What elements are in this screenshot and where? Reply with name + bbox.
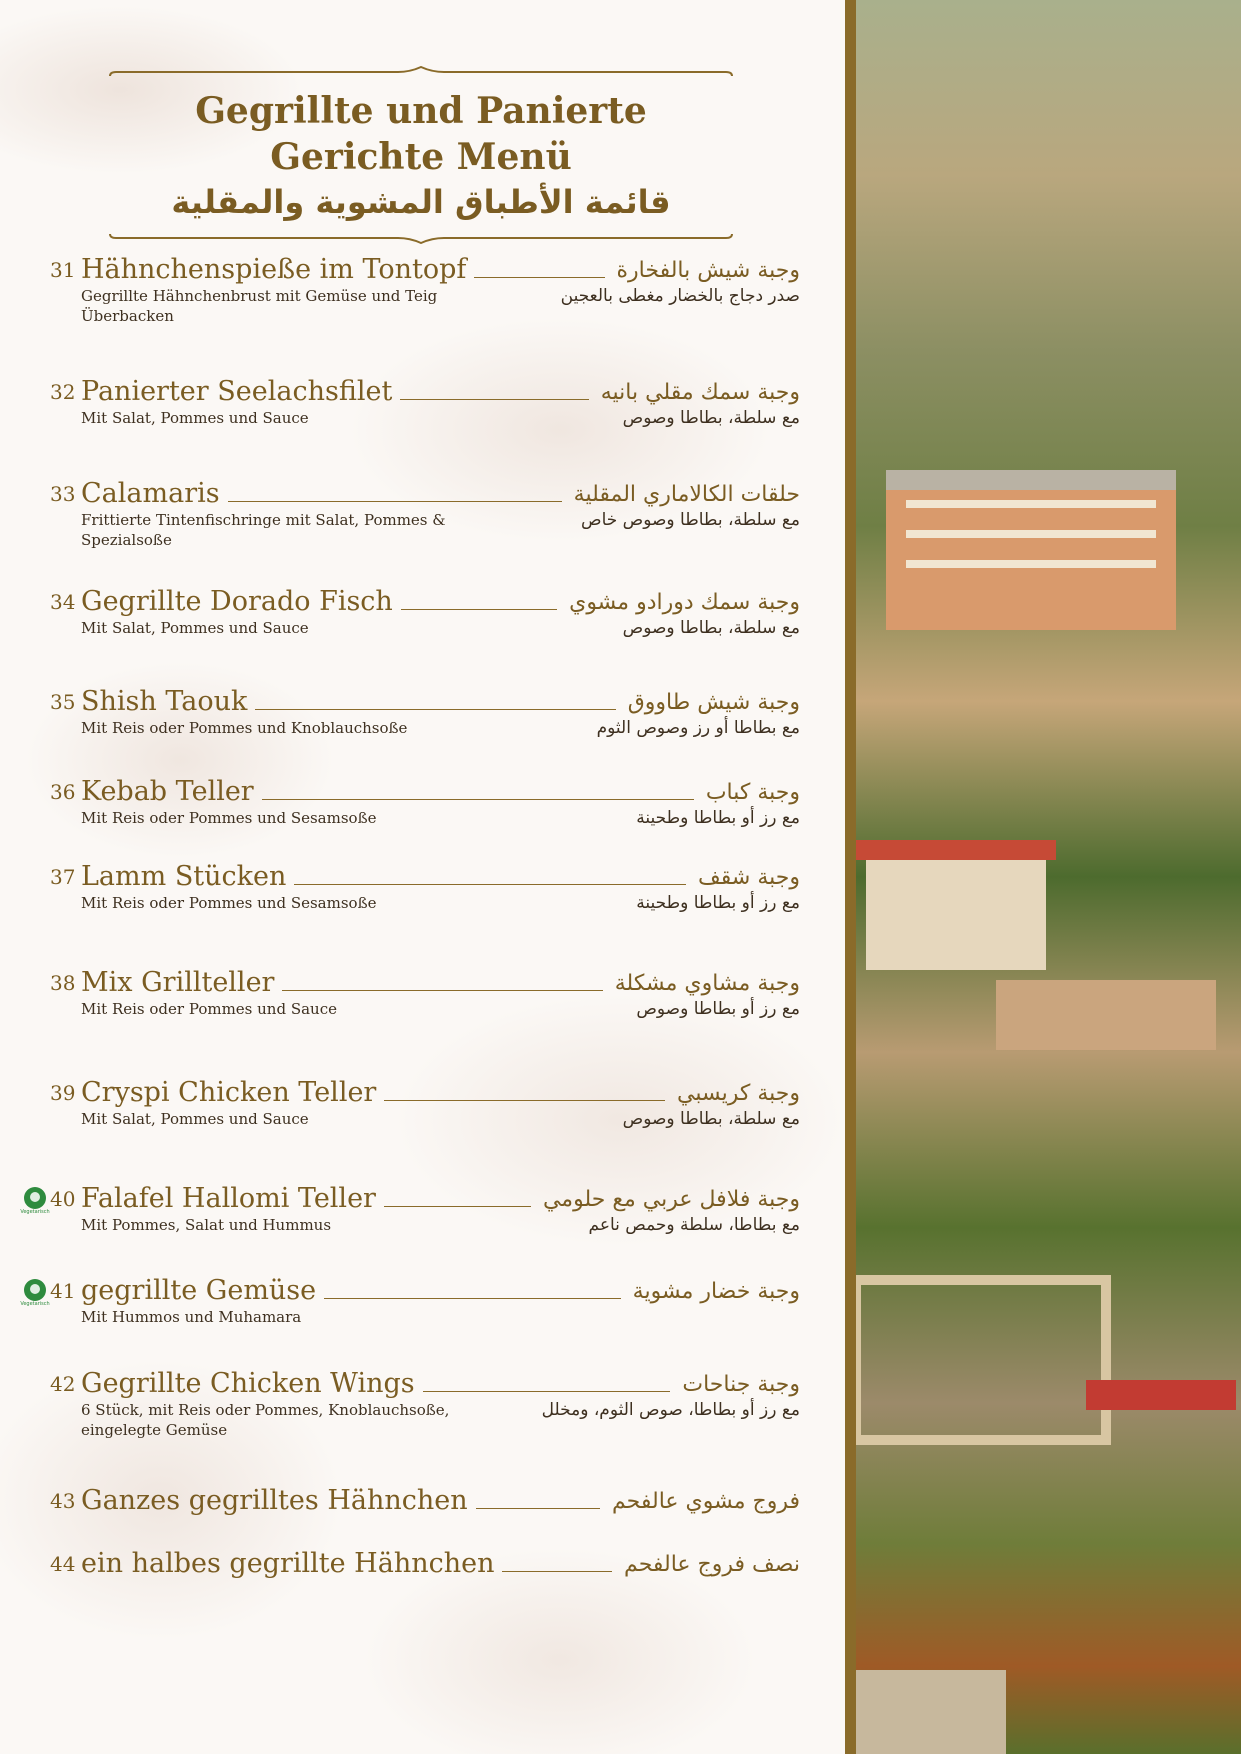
item-name-de: Gegrillte Chicken Wings bbox=[81, 1368, 415, 1399]
vegetarian-label: Vegetarisch bbox=[20, 1209, 50, 1215]
item-description-ar: مع رز أو بطاطا وصوص bbox=[636, 999, 800, 1019]
item-description-ar: صدر دجاج بالخضار مغطى بالعجين bbox=[560, 286, 800, 306]
hillside-town-photo bbox=[856, 0, 1241, 1754]
menu-item-row bbox=[20, 1075, 800, 1109]
menu-item-row bbox=[20, 1483, 800, 1517]
menu-item bbox=[20, 965, 800, 1019]
menu-item bbox=[20, 476, 800, 550]
item-name-de: Hähnchenspieße im Tontopf bbox=[81, 254, 467, 285]
icon-spacer bbox=[20, 588, 50, 618]
menu-item bbox=[20, 1366, 800, 1440]
item-description-row bbox=[81, 1109, 800, 1129]
item-description-ar: مع سلطة، بطاطا وصوص خاص bbox=[581, 510, 800, 530]
icon-spacer bbox=[20, 1487, 50, 1517]
menu-item-row bbox=[20, 965, 800, 999]
menu-item bbox=[20, 374, 800, 428]
leader-line bbox=[384, 1206, 531, 1207]
leader-line bbox=[384, 1100, 665, 1101]
menu-item bbox=[20, 684, 800, 738]
menu-item bbox=[20, 1273, 800, 1327]
leader-line bbox=[400, 399, 588, 400]
icon-spacer bbox=[20, 256, 50, 286]
menu-item-row bbox=[20, 476, 800, 510]
item-description-row bbox=[81, 718, 800, 738]
item-number: 39 bbox=[50, 1081, 76, 1105]
item-name-ar: وجبة كباب bbox=[705, 780, 800, 805]
item-description-de: Mit Hummos und Muhamara bbox=[81, 1308, 302, 1326]
icon-spacer bbox=[20, 688, 50, 718]
item-description-ar: مع سلطة، بطاطا وصوص bbox=[622, 1109, 800, 1129]
leader-line bbox=[502, 1571, 612, 1572]
page-title-ar: قائمة الأطباق المشوية والمقلية bbox=[171, 183, 671, 221]
page-title-de: Gegrillte und Panierte Gerichte Menü bbox=[195, 90, 647, 178]
icon-spacer bbox=[20, 1079, 50, 1109]
item-description-de: Mit Salat, Pommes und Sauce bbox=[81, 619, 309, 637]
item-description-ar: مع رز أو بطاطا وطحينة bbox=[636, 808, 800, 828]
leader-line bbox=[255, 709, 615, 710]
menu-item-row bbox=[20, 684, 800, 718]
menu-item-row bbox=[20, 584, 800, 618]
item-name-de: gegrillte Gemüse bbox=[81, 1275, 317, 1306]
item-name-ar: وجبة شيش طاووق bbox=[627, 690, 800, 715]
icon-spacer bbox=[20, 378, 50, 408]
item-description-row bbox=[81, 893, 800, 913]
item-description-row bbox=[81, 286, 800, 326]
item-number: 42 bbox=[50, 1372, 76, 1396]
item-name-de: Panierter Seelachsfilet bbox=[81, 376, 393, 407]
menu-item-row bbox=[20, 774, 800, 808]
item-name-ar: وجبة جناحات bbox=[682, 1372, 800, 1397]
item-description-de: Frittierte Tintenfischringe mit Salat, Pommes & Spezialsoße bbox=[81, 511, 446, 549]
item-number: 40 bbox=[50, 1187, 76, 1211]
menu-item bbox=[20, 1483, 800, 1517]
item-number: 36 bbox=[50, 780, 76, 804]
icon-spacer bbox=[20, 778, 50, 808]
item-description-de: 6 Stück, mit Reis oder Pommes, Knoblauchsoße, eingelegte Gemüse bbox=[81, 1401, 450, 1439]
menu-item-row bbox=[20, 1366, 800, 1400]
item-name-ar: وجبة خضار مشوية bbox=[632, 1279, 800, 1304]
item-number: 44 bbox=[50, 1552, 76, 1576]
menu-item-row bbox=[20, 1273, 800, 1307]
item-description-de: Mit Pommes, Salat und Hummus bbox=[81, 1216, 332, 1234]
item-number: 31 bbox=[50, 258, 76, 282]
item-description-row bbox=[81, 510, 800, 550]
item-name-de: Ganzes gegrilltes Hähnchen bbox=[81, 1485, 468, 1516]
divider-bar bbox=[845, 0, 856, 1754]
menu-item bbox=[20, 1075, 800, 1129]
item-name-de: Mix Grillteller bbox=[81, 967, 275, 998]
menu-item bbox=[20, 252, 800, 326]
menu-item bbox=[20, 1181, 800, 1235]
vegetarian-icon bbox=[20, 1185, 50, 1215]
item-name-ar: حلقات الكالاماري المقلية bbox=[573, 482, 800, 507]
leaf-icon bbox=[24, 1279, 46, 1301]
menu-item bbox=[20, 584, 800, 638]
item-name-de: Calamaris bbox=[81, 478, 220, 509]
icon-spacer bbox=[20, 969, 50, 999]
item-description-de: Mit Reis oder Pommes und Knoblauchsoße bbox=[81, 719, 408, 737]
leader-line bbox=[228, 501, 562, 502]
item-name-ar: وجبة مشاوي مشكلة bbox=[614, 971, 800, 996]
item-name-ar: نصف فروج عالفحم bbox=[624, 1552, 800, 1577]
item-description-ar: مع رز أو بطاطا وطحينة bbox=[636, 893, 800, 913]
item-number: 32 bbox=[50, 380, 76, 404]
item-description-row bbox=[81, 1400, 800, 1440]
item-description-row bbox=[81, 1215, 800, 1235]
item-name-de: Lamm Stücken bbox=[81, 861, 287, 892]
bottom-ornament bbox=[108, 230, 734, 244]
menu-item-row bbox=[20, 1546, 800, 1580]
item-description-row bbox=[81, 808, 800, 828]
item-number: 35 bbox=[50, 690, 76, 714]
item-name-de: ein halbes gegrillte Hähnchen bbox=[81, 1548, 495, 1579]
item-description-de: Mit Reis oder Pommes und Sauce bbox=[81, 1000, 337, 1018]
photo-illustration bbox=[856, 0, 1241, 1754]
item-number: 43 bbox=[50, 1489, 76, 1513]
menu-item bbox=[20, 774, 800, 828]
item-number: 34 bbox=[50, 590, 76, 614]
item-number: 33 bbox=[50, 482, 76, 506]
leader-line bbox=[282, 990, 602, 991]
leader-line bbox=[324, 1298, 621, 1299]
item-description-ar: مع بطاطا، سلطة وحمص ناعم bbox=[588, 1215, 800, 1235]
menu-item-row bbox=[20, 1181, 800, 1215]
icon-spacer bbox=[20, 1550, 50, 1580]
vegetarian-icon bbox=[20, 1277, 50, 1307]
item-name-ar: وجبة شقف bbox=[698, 865, 800, 890]
item-description-de: Mit Reis oder Pommes und Sesamsoße bbox=[81, 809, 377, 827]
item-name-de: Shish Taouk bbox=[81, 686, 248, 717]
icon-spacer bbox=[20, 1370, 50, 1400]
leaf-icon bbox=[24, 1187, 46, 1209]
menu-header bbox=[108, 66, 734, 244]
item-name-ar: وجبة كريسبي bbox=[677, 1081, 800, 1106]
item-name-ar: وجبة سمك مقلي بانيه bbox=[600, 380, 800, 405]
item-description-ar: مع رز أو بطاطا، صوص الثوم، ومخلل bbox=[541, 1400, 800, 1420]
menu-item-row bbox=[20, 859, 800, 893]
item-name-de: Gegrillte Dorado Fisch bbox=[81, 586, 393, 617]
menu-item-row bbox=[20, 374, 800, 408]
item-description-row bbox=[81, 618, 800, 638]
item-number: 37 bbox=[50, 865, 76, 889]
item-name-ar: وجبة سمك دورادو مشوي bbox=[569, 590, 800, 615]
item-description-ar: مع سلطة، بطاطا وصوص bbox=[622, 408, 800, 428]
item-number: 41 bbox=[50, 1279, 76, 1303]
item-description-ar: مع بطاطا أو رز وصوص الثوم bbox=[596, 718, 800, 738]
item-description-row bbox=[81, 408, 800, 428]
menu-item bbox=[20, 1546, 800, 1580]
leader-line bbox=[474, 277, 604, 278]
item-description-de: Mit Reis oder Pommes und Sesamsoße bbox=[81, 894, 377, 912]
item-description-de: Mit Salat, Pommes und Sauce bbox=[81, 409, 309, 427]
item-description-de: Gegrillte Hähnchenbrust mit Gemüse und Teig Überbacken bbox=[81, 287, 438, 325]
item-description-row bbox=[81, 1307, 800, 1327]
menu-item-row bbox=[20, 252, 800, 286]
item-name-ar: وجبة شيش بالفخارة bbox=[616, 258, 800, 283]
item-name-de: Falafel Hallomi Teller bbox=[81, 1183, 376, 1214]
menu-item bbox=[20, 859, 800, 913]
vegetarian-label: Vegetarisch bbox=[20, 1301, 50, 1307]
leader-line bbox=[401, 609, 557, 610]
icon-spacer bbox=[20, 480, 50, 510]
item-number: 38 bbox=[50, 971, 76, 995]
top-ornament bbox=[108, 66, 734, 80]
item-description-row bbox=[81, 999, 800, 1019]
item-name-ar: وجبة فلافل عربي مع حلومي bbox=[542, 1187, 800, 1212]
leader-line bbox=[476, 1508, 600, 1509]
leader-line bbox=[423, 1391, 671, 1392]
leader-line bbox=[262, 799, 694, 800]
item-name-de: Cryspi Chicken Teller bbox=[81, 1077, 377, 1108]
item-name-de: Kebab Teller bbox=[81, 776, 254, 807]
item-description-de: Mit Salat, Pommes und Sauce bbox=[81, 1110, 309, 1128]
icon-spacer bbox=[20, 863, 50, 893]
leader-line bbox=[294, 884, 686, 885]
item-description-ar: مع سلطة، بطاطا وصوص bbox=[622, 618, 800, 638]
item-name-ar: فروج مشوي عالفحم bbox=[612, 1489, 800, 1514]
